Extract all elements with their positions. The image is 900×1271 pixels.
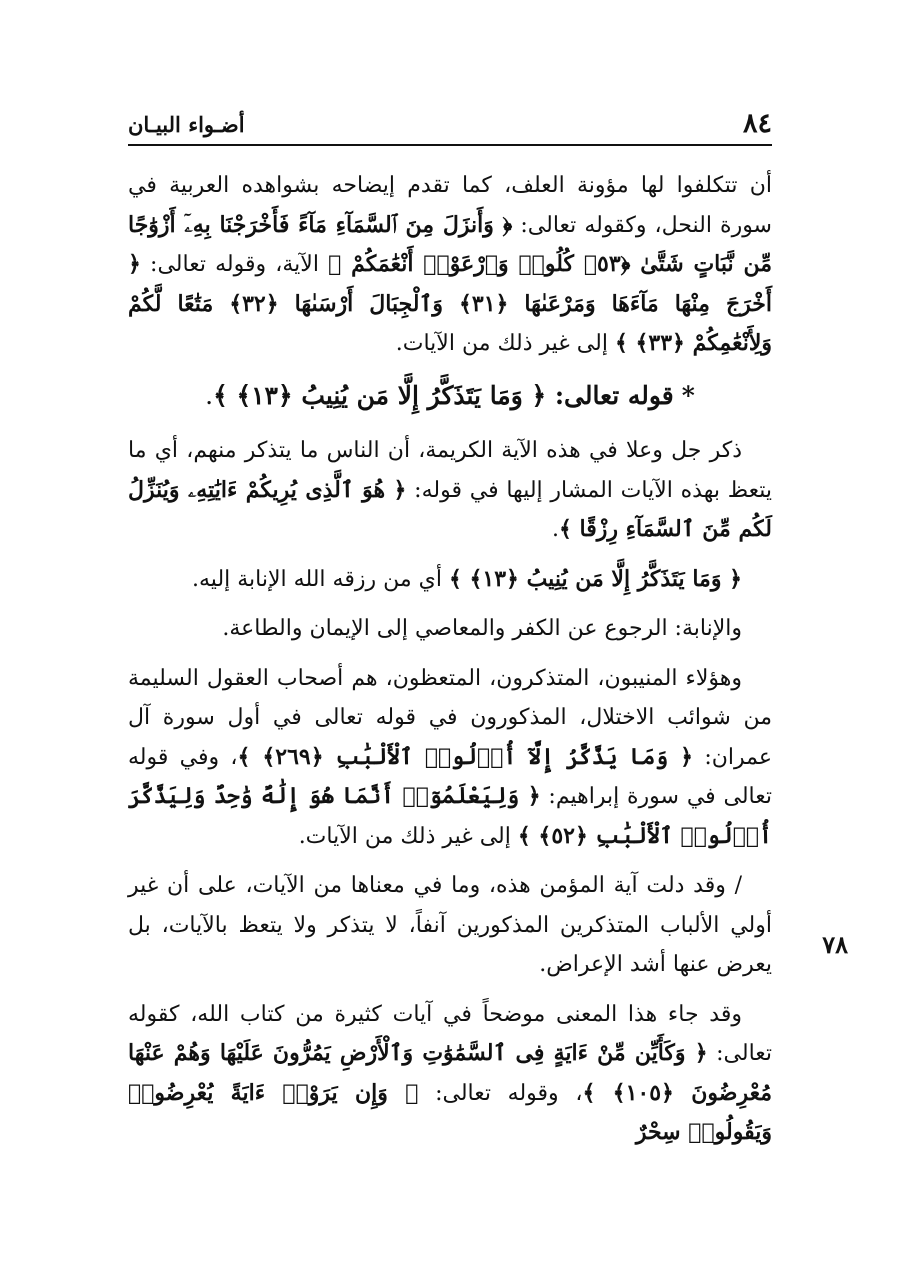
- heading-verse: ﴿ وَمَا يَتَذَكَّرُ إِلَّا مَن يُنِيبُ ﴿١٣﴾ ﴾: [213, 380, 547, 410]
- quran-verse: ﴿ وَمَا يَذَّكَّرُ إِلَّآ أُو۟لُوا۟ ٱلْأَلْبَٰبِ ﴿٢٦٩﴾ ﴾: [237, 743, 694, 770]
- paragraph-text: وهؤلاء المنيبون، المتذكرون، المتعظون، هم أصحاب العقول السليمة من شوائب الاختلال، المذكورون في قوله تعالى في أول سورة آل عمران:: [128, 665, 772, 770]
- quran-verse: ﴿ هُوَ ٱلَّذِى يُرِيكُمْ ءَايَٰتِهِۦ وَيُنَزِّلُ لَكُم مِّنَ ٱلسَّمَآءِ رِزْقًا ﴾: [128, 476, 772, 542]
- paragraph-text: ، وفي قوله تعالى في سورة إبراهيم:: [128, 744, 772, 809]
- page-header: [128, 108, 772, 146]
- paragraph-text: وقد جاء هذا المعنى موضحاً في آيات كثيرة من كتاب الله، كقوله تعالى:: [128, 1001, 773, 1066]
- paragraph-text: .: [551, 517, 559, 542]
- quran-verse: ﴿ وَأَنزَلَ مِنَ ٱلسَّمَآءِ مَآءً فَأَخْرَجْنَا بِهِۦٓ أَزْوَٰجًا مِّن نَّبَاتٍ شَتَّىٰ ﴿٥٣﴾ كُلُوا۟ وَٱرْعَوْا۟ أَنْعَٰمَكُمْ ﴾: [128, 211, 773, 277]
- paragraph-2: [128, 431, 772, 550]
- heading-label: قوله تعالى:: [546, 380, 674, 410]
- paragraph-4: والإنابة: الرجوع عن الكفر والمعاصي إلى الإيمان والطاعة.: [222, 616, 742, 641]
- page-number: ٨٤: [742, 108, 772, 139]
- heading-star: *: [681, 380, 695, 410]
- paragraph-text: أي من رزقه الله الإنابة إليه.: [192, 566, 449, 592]
- section-heading: [128, 376, 772, 416]
- paragraph-1: [128, 166, 772, 364]
- paragraph-5: [128, 659, 772, 857]
- quran-verse: ﴿ وَإِن يَرَوْا۟ ءَايَةً يُعْرِضُوا۟ وَيَقُولُوا۟ سِحْرٌ: [128, 1079, 772, 1145]
- paragraph-6: / وقد دلت آية المؤمن هذه، وما في معناها من الآيات، على أن غير أولي الألباب المتذكرين المذكورين آنفاً، لا يتذكر ولا يتعظ بالآيات، بل يعرض عنها أشد الإعراض.: [128, 873, 772, 977]
- paragraph-text: ذكر جل وعلا في هذه الآية الكريمة، أن الناس ما يتذكر منهم، أي ما يتعظ بهذه الآيات المشار إليها في قوله:: [128, 438, 772, 503]
- paragraph-text: إلى غير ذلك من الآيات.: [395, 331, 615, 356]
- running-title: أضـواء البيـان: [128, 112, 245, 137]
- paragraph-text: ، وقوله تعالى:: [418, 1080, 583, 1106]
- paragraph-3: [128, 560, 772, 600]
- page-body: [128, 166, 772, 1163]
- quran-verse: ﴿ أَخْرَجَ مِنْهَا مَآءَهَا وَمَرْعَىٰهَا ﴿٣١﴾ وَٱلْجِبَالَ أَرْسَىٰهَا ﴿٣٢﴾ مَتَٰعًا لَّكُمْ وَلِأَنْعَٰمِكُمْ ﴿٣٣﴾ ﴾: [128, 251, 773, 356]
- paragraph-text: أن تتكلفوا لها مؤونة العلف، كما تقدم إيضاحه بشواهده العربية في سورة النحل، وكقوله تعالى:: [128, 173, 772, 238]
- heading-end: .: [205, 380, 214, 410]
- paragraph-text: الآية، وقوله تعالى:: [140, 252, 329, 277]
- margin-marker: ٧٨: [822, 930, 848, 959]
- quran-verse: ﴿ وَلِيَعْلَمُوٓا۟ أَنَّمَا هُوَ إِلَٰهٌ وَٰحِدٌ وَلِيَذَّكَّرَ أُو۟لُوا۟ ٱلْأَلْبَٰبِ ﴿٥٢﴾ ﴾: [128, 783, 772, 849]
- paragraph-7: [128, 995, 772, 1153]
- paragraph-text: إلى غير ذلك من الآيات.: [298, 823, 518, 849]
- quran-verse: ﴿ وَمَا يَتَذَكَّرُ إِلَّا مَن يُنِيبُ ﴿١٣﴾ ﴾: [448, 565, 742, 592]
- quran-verse: ﴿ وَكَأَيِّن مِّنْ ءَايَةٍ فِى ٱلسَّمَٰوَٰتِ وَٱلْأَرْضِ يَمُرُّونَ عَلَيْهَا وَهُمْ عَنْهَا مُعْرِضُونَ ﴿١٠٥﴾ ﴾: [128, 1040, 772, 1106]
